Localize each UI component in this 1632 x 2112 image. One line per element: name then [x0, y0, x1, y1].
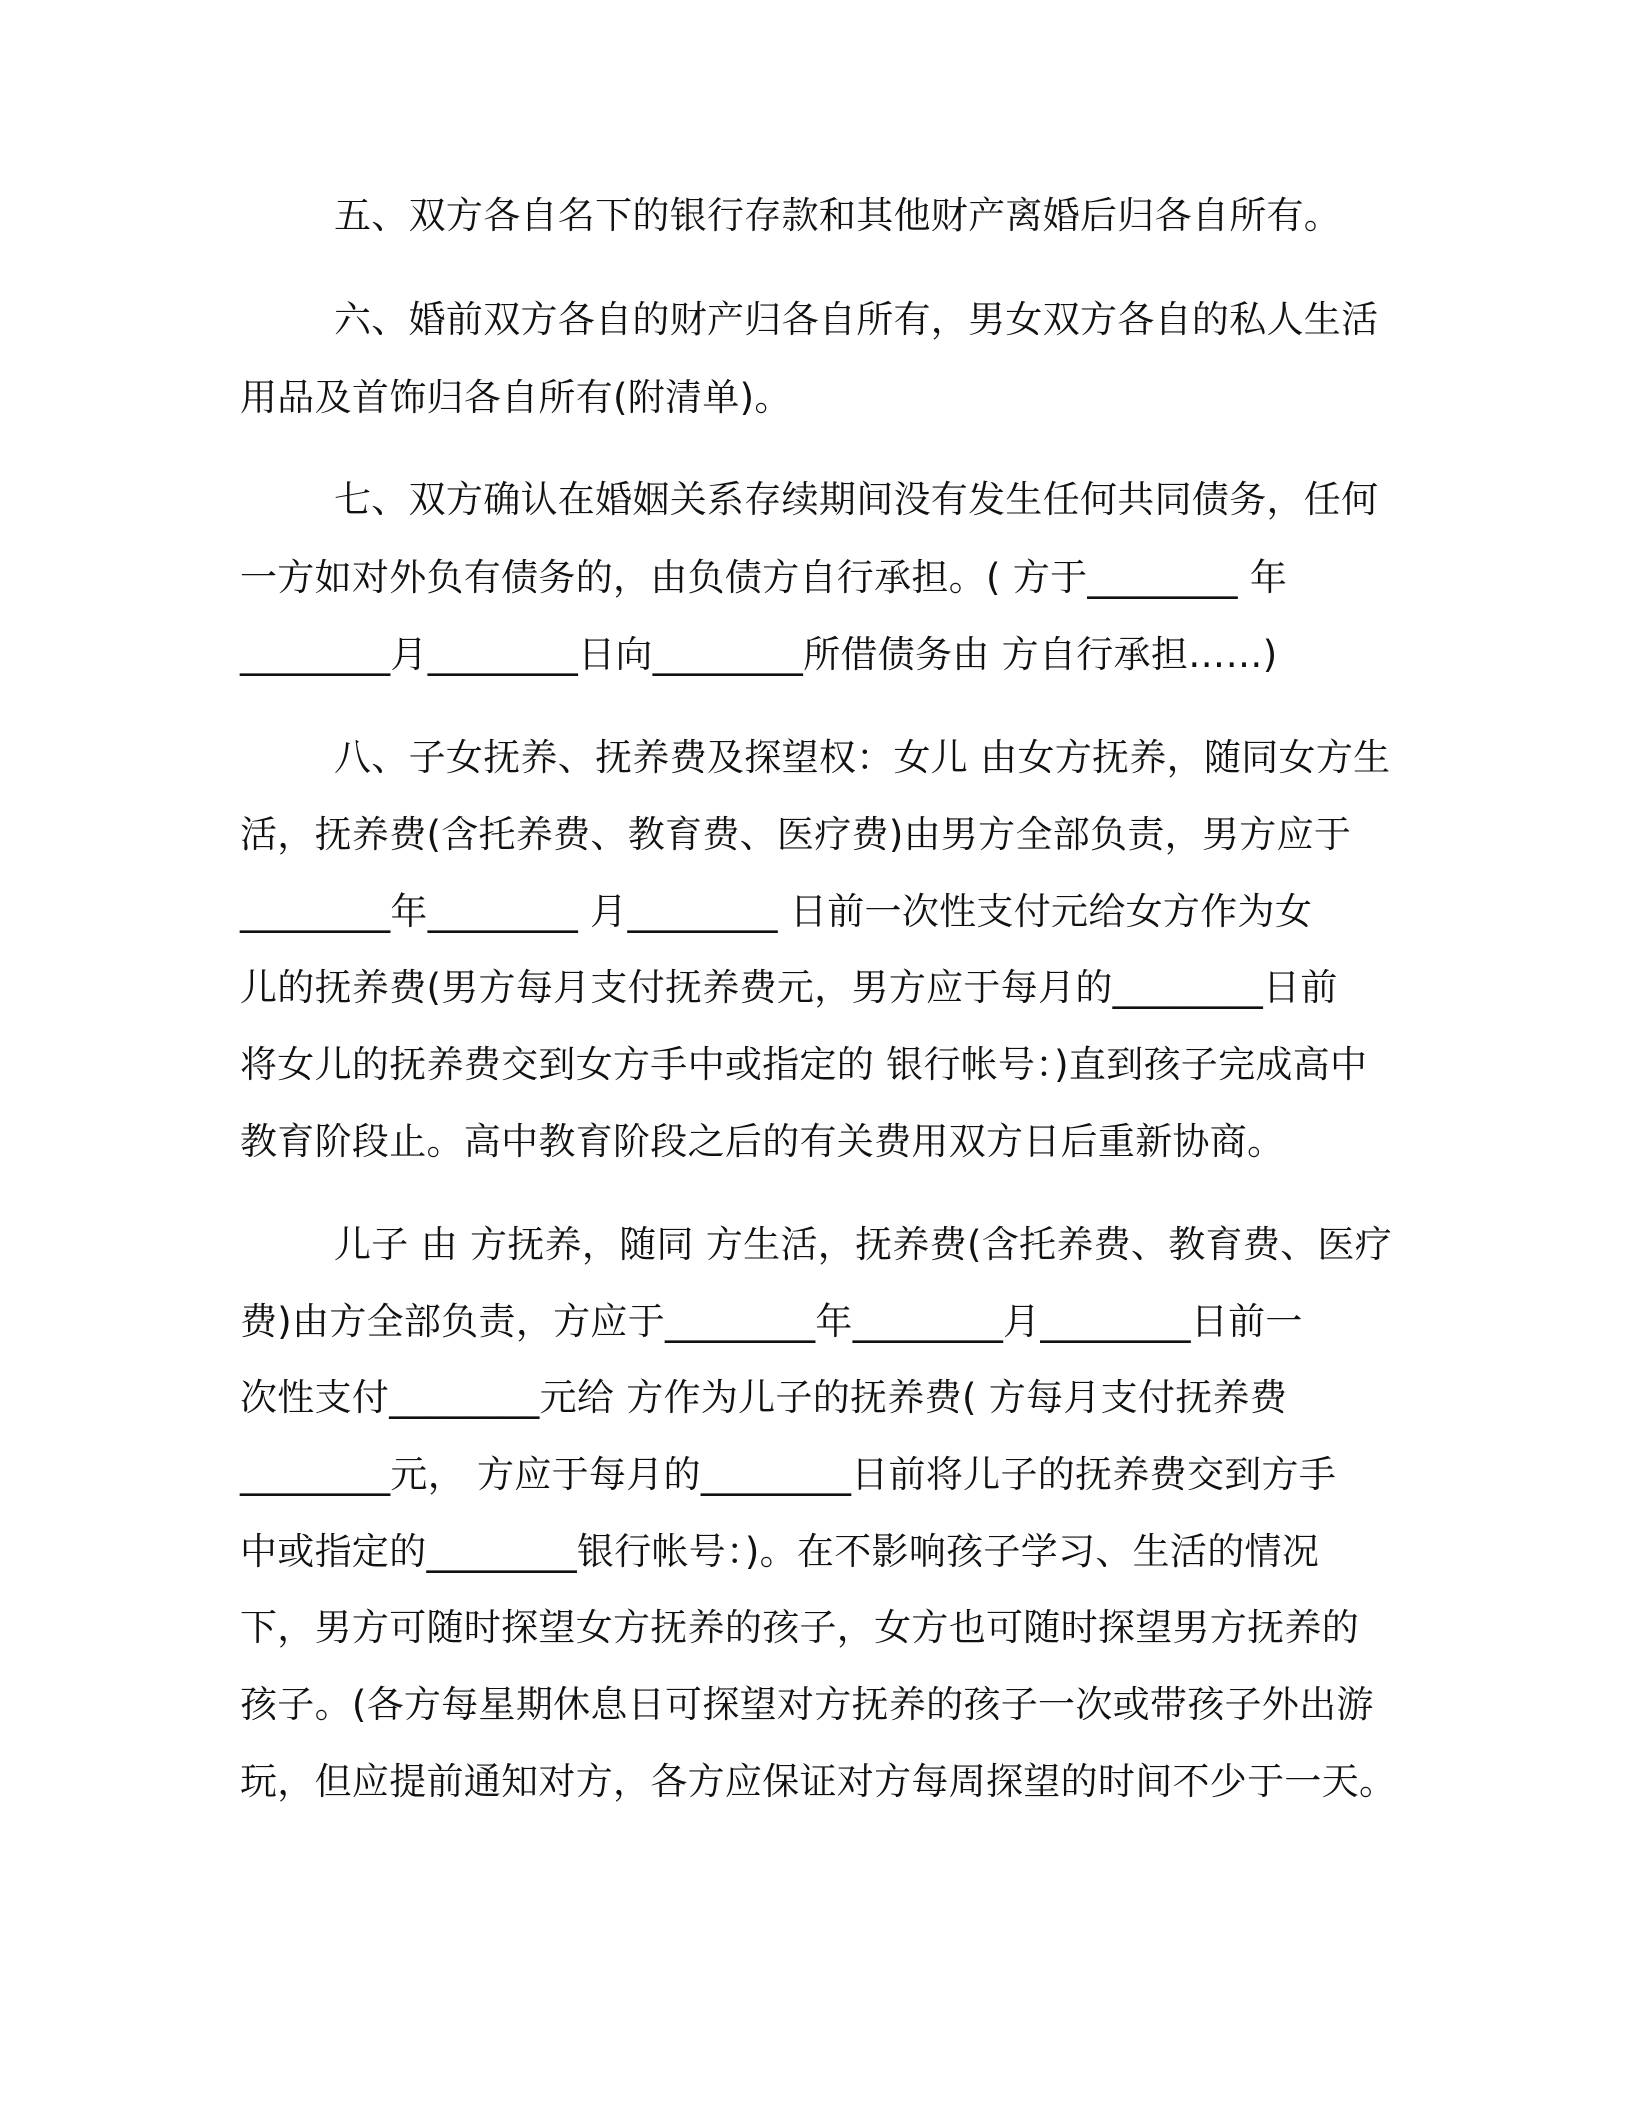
clause-8-line-2: 活，抚养费(含托养费、教育费、医疗费)由男方全部负责，男方应于 — [240, 813, 1352, 856]
son-clause-line-1: 儿子 由 方抚养，随同 方生活，抚养费(含托养费、教育费、医疗 — [334, 1223, 1393, 1266]
clause-8-line-6: 教育阶段止。高中教育阶段之后的有关费用双方日后重新协商。 — [240, 1120, 1285, 1163]
son-clause-line-7: 孩子。(各方每星期休息日可探望对方抚养的孩子一次或带孩子外出游 — [240, 1683, 1374, 1726]
clause-8-line-1: 八、子女抚养、抚养费及探望权：女儿 由女方抚养，随同女方生 — [334, 736, 1391, 779]
clause-7-line-1: 七、双方确认在婚姻关系存续期间没有发生任何共同债务，任何 — [334, 478, 1379, 521]
clause-6-line-1: 六、婚前双方各自的财产归各自所有，男女双方各自的私人生活 — [334, 298, 1379, 341]
son-clause-line-6: 下，男方可随时探望女方抚养的孩子，女方也可随时探望男方抚养的 — [240, 1606, 1359, 1649]
son-clause-line-5: 中或指定的________银行帐号：)。在不影响孩子学习、生活的情况 — [240, 1530, 1320, 1573]
son-clause-line-3: 次性支付________元给 方作为儿子的抚养费( 方每月支付抚养费 — [240, 1376, 1288, 1419]
son-clause-line-2: 费)由方全部负责，方应于________年________月________日前一 — [240, 1300, 1303, 1343]
clause-6-line-2: 用品及首饰归各自所有(附清单)。 — [240, 376, 792, 419]
son-clause-line-4: ________元， 方应于每月的________日前将儿子的抚养费交到方手 — [240, 1453, 1337, 1496]
clause-8-line-3: ________年________ 月________ 日前一次性支付元给女方作为女 — [240, 890, 1313, 933]
clause-5-line-1: 五、双方各自名下的银行存款和其他财产离婚后归各自所有。 — [334, 194, 1342, 237]
son-clause-line-8: 玩，但应提前通知对方，各方应保证对方每周探望的时间不少于一天。 — [240, 1760, 1397, 1803]
clause-7-line-3: ________月________日向________所借债务由 方自行承担……) — [240, 633, 1278, 676]
clause-7-line-2: 一方如对外负有债务的，由负债方自行承担。( 方于________ 年 — [240, 556, 1288, 599]
clause-8-line-5: 将女儿的抚养费交到女方手中或指定的 银行帐号：)直到孩子完成高中 — [240, 1043, 1368, 1086]
clause-8-line-4: 儿的抚养费(男方每月支付抚养费元，男方应于每月的________日前 — [240, 966, 1338, 1009]
